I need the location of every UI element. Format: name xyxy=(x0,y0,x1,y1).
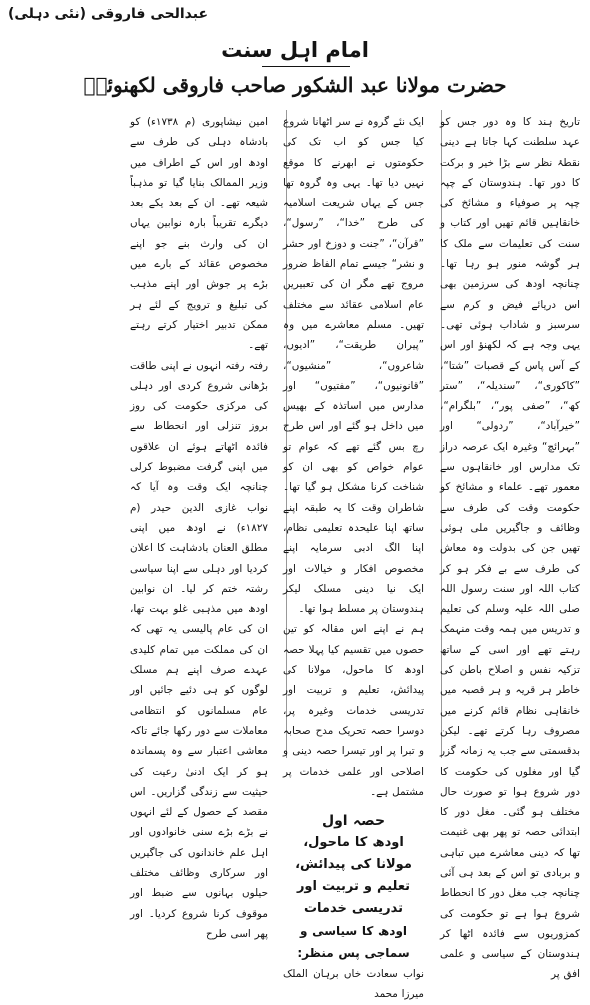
paragraph: ایک نئے گروہ نے سر اٹھانا شروع کیا جس کو اب تک کی حکومتوں نے ابھرنے کا موقع نہیں دیا تھا۔ یہی وہ گروہ تھا جس کے یہاں شریعت اسلامیہ کی طرح ”خدا“، ”رسول“، ”قرآن“، ”جنت و دوزخ اور حشر و نشر“ جیسے تمام الفاظ ضرور مروج تھے مگر ان کی تعبیریں عام اسلامی عقائد سے مختلف تھیں۔ مسلم معاشرے میں وہ ”پیران طریقت“، ”ادیوں، شاعروں“، ”منشیوں“، ”قانونیوں“، ”مفتیوں“ اور مدارس میں اساتذہ کے بھیس میں داخل ہو گئے اور اس طرح رچ بس گئے تھے کہ عوام تو عوام خواص کو بھی ان کو شناخت کرنا مشکل ہو گیا تھا۔ شاطران وقت کا یہ طبقہ اپنے ساتھ اپنا علیحدہ تعلیمی نظام، اپنا الگ ادبی سرمایہ اپنے مخصوص افکار و خیالات اور ایک نیا دینی مسلک لیکر ہندوستان پر مسلط ہوا تھا۔ xyxy=(283,116,424,616)
paragraph: امین نیشاپوری (م ۱۷۳۸ء) کو بادشاہ دہلی کی طرف سے اودھ اور اس کے اطراف میں وزیر الممالک بنایا گیا تو مذہباً شیعہ تھے۔ ان کے بعد یکے بعد دیگرے تقریباً بارہ نوابین یہاں ان کی وارث بنے جو اپنے مخصوص عقائد کے بارے میں بڑے پر جوش اور اپنے مذہب کی تبلیغ و ترویج کے لئے ہر ممکن تدبیر اختیار کرتے رہتے تھے۔ xyxy=(130,116,268,352)
subsection-heading: اودھ کا سیاسی و سماجی پس منظر: xyxy=(297,924,410,961)
paragraph: نواب سعادت خاں برہان الملک میرزا محمد xyxy=(283,968,424,1001)
paragraph: تاریخ ہند کا وہ دور جس کو عہد سلطنت کہا جاتا ہے دینی نقطۂ نظر سے بڑا خیر و برکت کا دور تھا۔ ہندوستان کے چپہ چپہ پر صوفیاء و مشائخ کی خانقاہیں قائم تھیں اور کتاب و سنت کی تعلیمات سے ملک کا ہر گوشہ منور ہو رہا تھا۔ چنانچہ اودھ کی سرزمین بھی اس دریائے فیض و کرم سے سرسبز و شاداب ہوئی تھی۔ یہی وجہ ہے کہ لکھنؤ اور اس کے آس پاس کے قصبات ”شتا“، ”کاکوری“، ”سندیلہ“، ”ستر کھ“، ”صفی پور“، ”بلگرام“، ”خیرآباد“، ”ردولی“ اور ”بہرائچ“ وغیرہ ایک عرصہ دراز تک مدارس اور خانقاہوں سے معمور تھے۔ علماء و مشائخ کو حکومت وقت کی طرف سے وظائف و جاگیریں ملی ہوئی تھیں جن کی بدولت وہ معاش کی طرف سے بے فکر ہو کر کتاب اللہ اور سنت رسول اللہ صلی اللہ علیہ وسلم کی تعلیم و تدریس میں ہمہ وقت منہمک رہتے تھے اور اسی کے ساتھ تزکیہ نفس و اصلاح باطن کی خاطر ہر قریہ و ہر قصبہ میں خانقاہی نظام قائم کرنے میں مصروف رہا کرتے تھے۔ لیکن بدقسمتی سے جب یہ زمانہ گزر گیا اور مغلوں کی حکومت کا دور شروع ہوا تو صورت حال مختلف ہو گئی۔ مغل دور کا ابتدائی حصہ تو پھر بھی غنیمت تھا کہ دینی معاشرے میں تباہی و بربادی تو اس کے بعد ہی آئی چنانچہ جب مغل دور کا انحطاط شروع ہوا ہے تو حکومت کی کمزوریوں سے فائدہ اٹھا کر ہندوستان کے سیاسی و علمی افق پر xyxy=(440,116,580,981)
title-underline xyxy=(262,66,350,67)
author-byline: عبدالحی فاروقی (نئی دہلی) xyxy=(8,6,209,22)
article-title: امام اہل سنت xyxy=(221,38,369,62)
article-subtitle: حضرت مولانا عبد الشکور صاحب فاروقی لکھنوئیؒ xyxy=(83,73,507,97)
section-subheading: اودھ کا ماحول، مولانا کی پیدائش، xyxy=(295,835,412,873)
paragraph: ہم نے اپنے اس مقالہ کو تین حصوں میں تقسیم کیا پہلا حصہ اودھ کا ماحول، مولانا کی پیدائش، تعلیم و تربیت اور تدریسی خدمات وغیرہ پر، دوسرا حصہ تحریک مدح صحابہ و تبرا پر اور تیسرا حصہ دینی و اصلاحی اور علمی خدمات پر مشتمل ہے۔ xyxy=(283,623,424,798)
text-column-2 xyxy=(283,112,424,1005)
section-subheading: تعلیم و تربیت اور تدریسی خدمات xyxy=(296,879,411,917)
text-column-1 xyxy=(440,112,580,985)
paragraph: رفتہ رفتہ انہوں نے اپنی طاقت بڑھانی شروع کردی اور دہلی کی مرکزی حکومت کی روز بروز تنزلی اور انحطاط سے فائدہ اٹھاتے ہوئے ان علاقوں میں اپنی گرفت مضبوط کرلی چنانچہ ایک وقت وہ آیا کہ نواب غازی الدین حیدر (م ۱۸۲۷ء) نے اودھ میں اپنی مطلق العنان بادشاہت کا اعلان کردیا اور دہلی سے اپنا سیاسی رشتہ ختم کر لیا۔ ان نوابین اودھ میں مذہبی غلو بہت تھا، ان کی عام پالیسی یہ تھی کہ ان کی مملکت میں تمام کلیدی عہدے صرف اپنے ہم مسلک لوگوں کو ہی دئیے جائیں اور عام مسلمانوں کو انتظامی معاملات سے دور رکھا جائے تاکہ معاشی اعتبار سے وہ پسماندہ ہو کر ایک ادنیٰ رعیت کی حیثیت سے زندگی گزاریں۔ اس مقصد کے حصول کے لئے انہوں نے بڑے بڑے سنی خانوادوں اور اہل علم خاندانوں کی جاگیریں اور سرکاری وظائف مختلف حیلوں بہانوں سے ضبط اور موقوف کرنا شروع کردیا۔ اور پھر اسی طرح xyxy=(130,359,268,940)
text-column-3 xyxy=(130,112,268,944)
section-heading: حصہ اول xyxy=(321,813,386,830)
